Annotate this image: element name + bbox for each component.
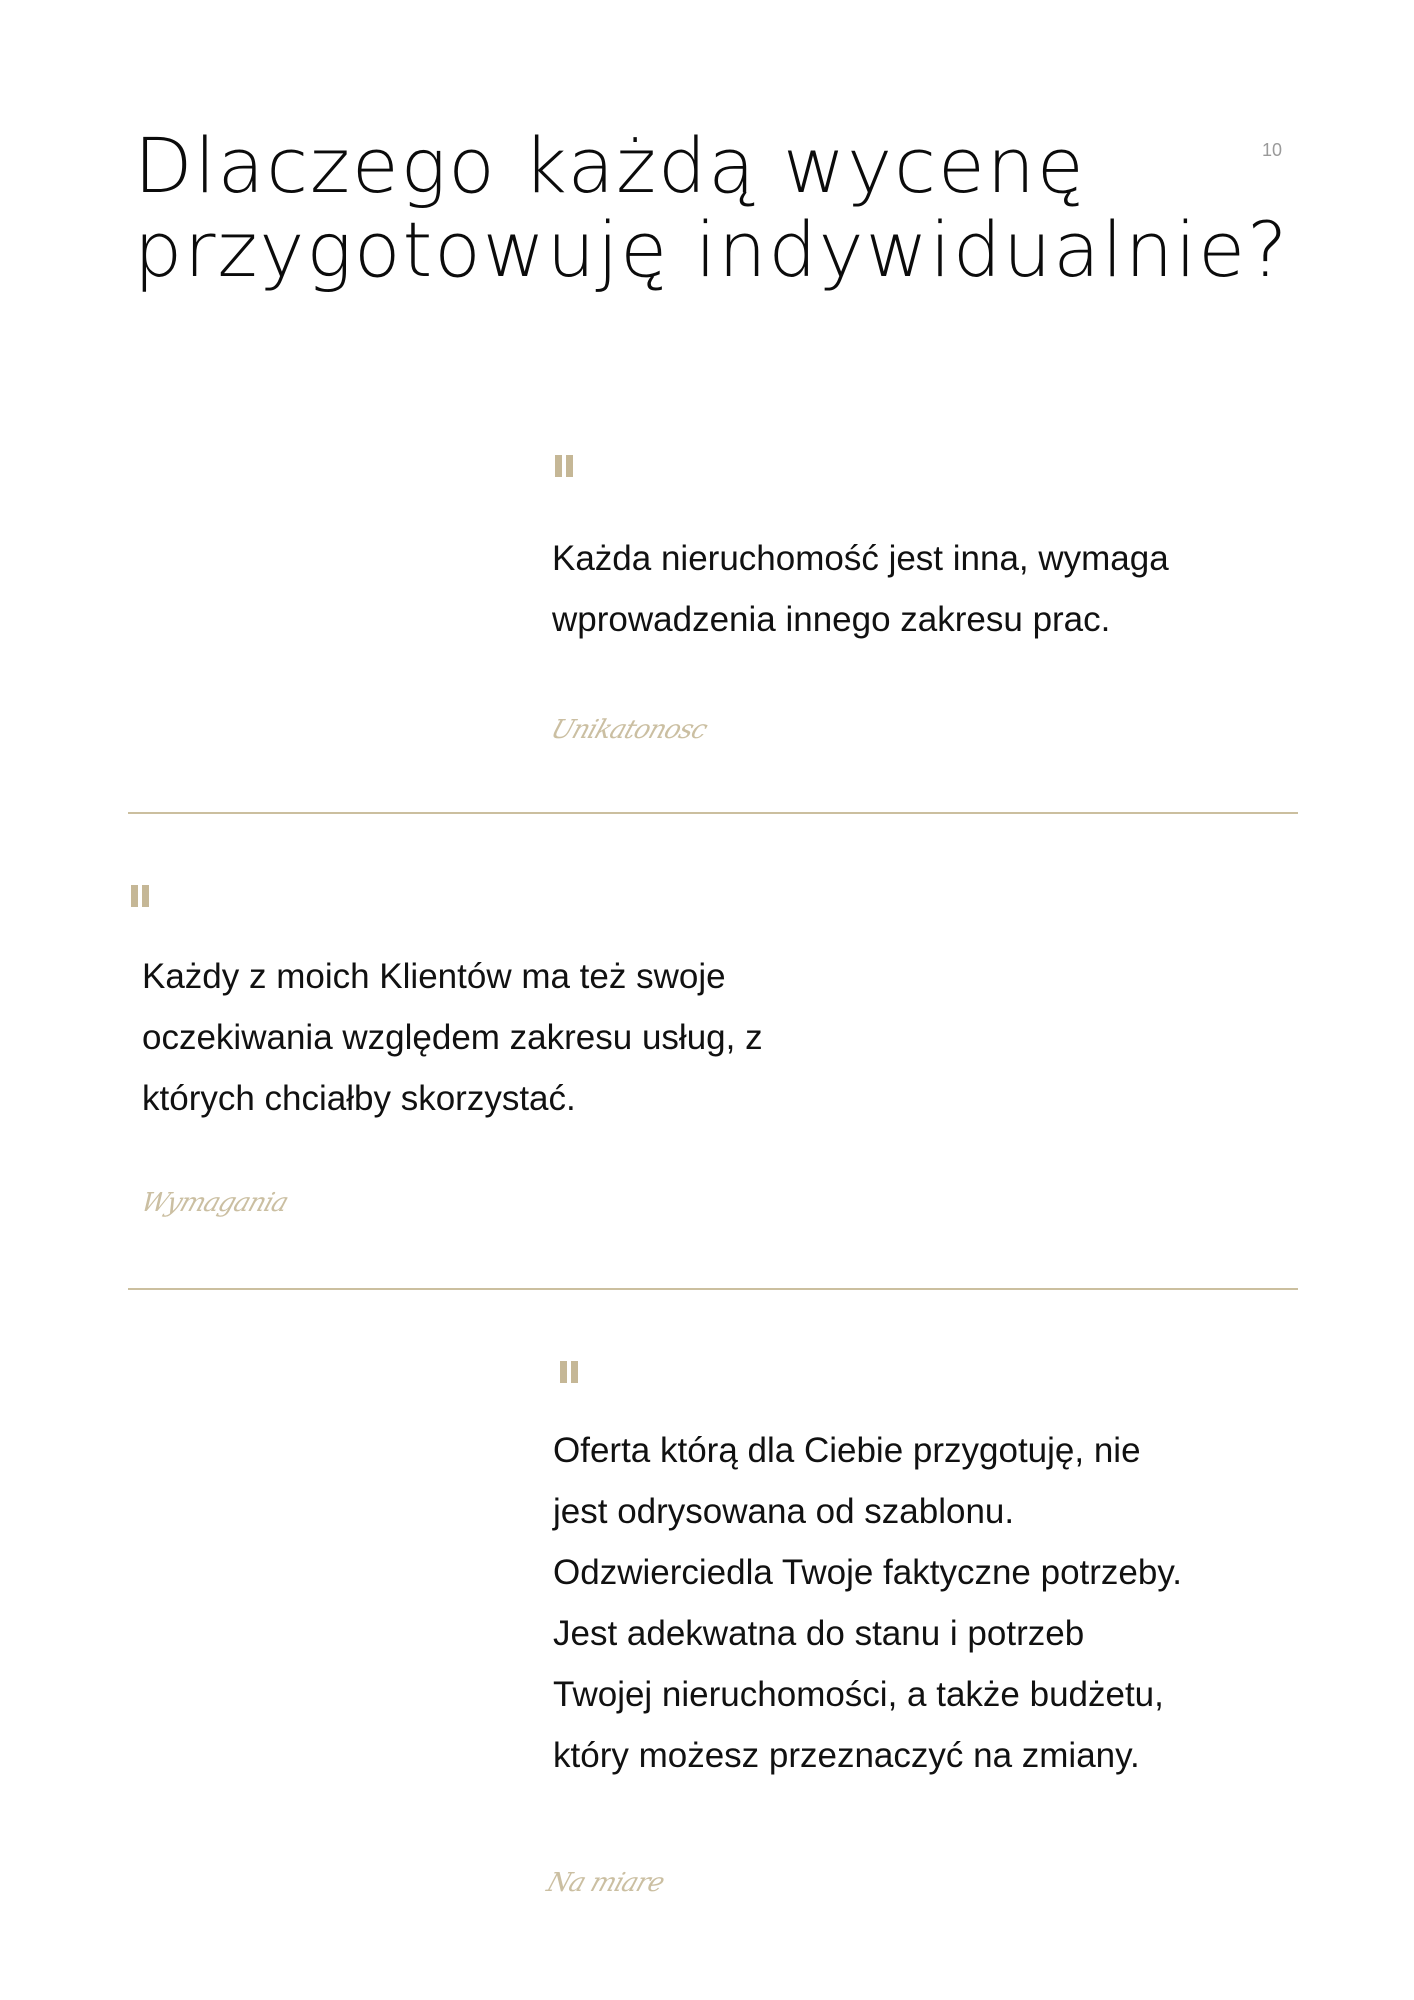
section-3-line-4: Jest adekwatna do stanu i potrzeb — [553, 1614, 1085, 1653]
page-title-line-1: Dlaczego każdą wycenę — [134, 121, 1086, 210]
divider-1 — [128, 812, 1298, 814]
quote-mark-icon — [560, 1361, 590, 1385]
section-3-line-6: który możesz przeznaczyć na zmiany. — [553, 1736, 1140, 1775]
section-3-text — [553, 1420, 1182, 1786]
section-1-line-2: wprowadzenia innego zakresu prac. — [552, 600, 1111, 639]
section-2-text — [142, 946, 763, 1129]
divider-2 — [128, 1288, 1298, 1290]
section-3-signature: Na miare — [543, 1868, 668, 1898]
section-2-signature: Wymagania — [137, 1188, 292, 1218]
section-1-text — [552, 528, 1169, 650]
page-title-line-2: przygotowuję indywidualnie? — [134, 205, 1290, 294]
section-3-line-3: Odzwierciedla Twoje faktyczne potrzeby. — [553, 1553, 1182, 1592]
section-2-line-2: oczekiwania względem zakresu usług, z — [142, 1018, 763, 1057]
section-1-line-1: Każda nieruchomość jest inna, wymaga — [552, 539, 1169, 578]
quote-mark-icon — [131, 885, 161, 909]
section-2-line-1: Każdy z moich Klientów ma też swoje — [142, 957, 726, 996]
section-2-line-3: których chciałby skorzystać. — [142, 1079, 576, 1118]
section-1-signature: Unikatonosc — [547, 715, 711, 745]
page-title — [134, 121, 1290, 294]
quote-mark-icon — [555, 455, 585, 479]
page-number: 10 — [1262, 140, 1283, 160]
section-3-line-5: Twojej nieruchomości, a także budżetu, — [553, 1675, 1164, 1714]
section-3-line-1: Oferta którą dla Ciebie przygotuję, nie — [553, 1431, 1141, 1470]
section-3-line-2: jest odrysowana od szablonu. — [553, 1492, 1015, 1531]
